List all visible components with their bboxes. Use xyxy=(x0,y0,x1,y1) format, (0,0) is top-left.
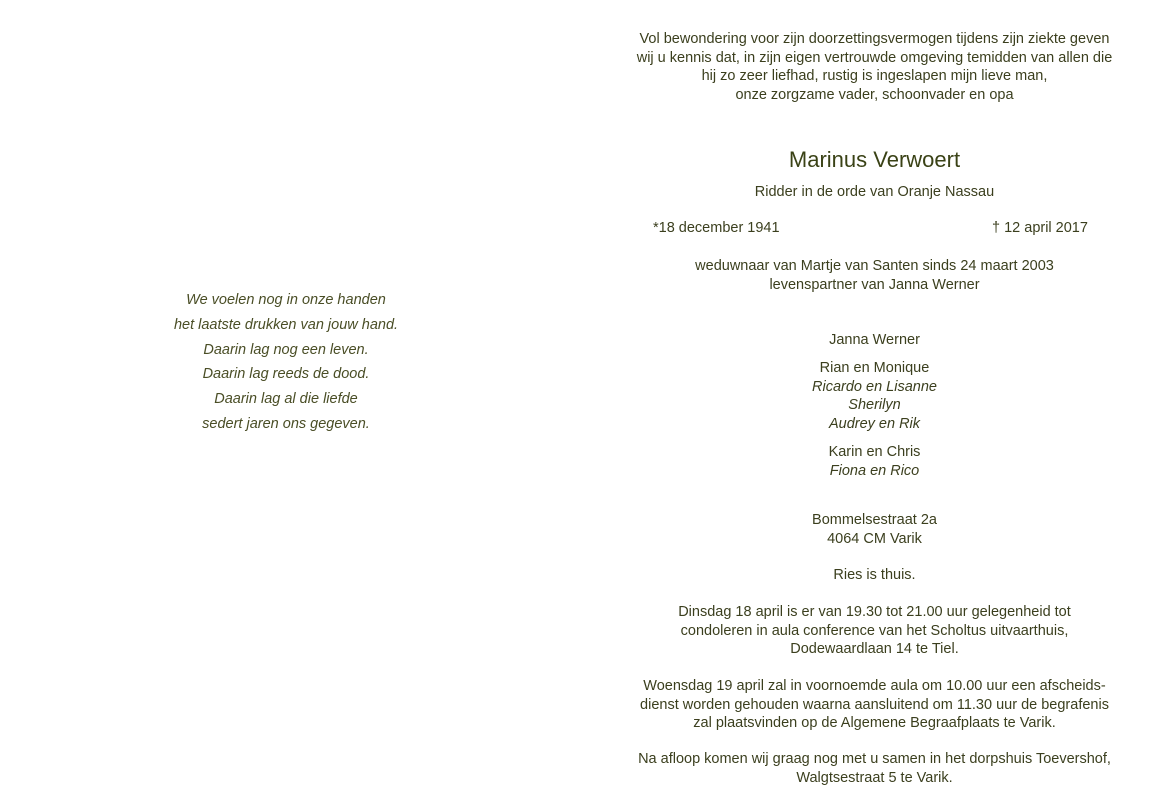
intro-text xyxy=(611,30,1138,104)
left-page xyxy=(0,0,586,811)
service-line: Woensdag 19 april zal in voornoemde aula om 10.00 uur een afscheids- xyxy=(643,678,1106,694)
spouse-line: levenspartner van Janna Werner xyxy=(769,276,980,293)
poem xyxy=(60,288,512,437)
poem-line: Daarin lag al die liefde xyxy=(214,391,358,408)
family-group xyxy=(611,359,1138,433)
family-child: Fiona en Rico xyxy=(829,462,920,479)
condolence-info xyxy=(611,603,1138,659)
address-line: Bommelsestraat 2a xyxy=(812,512,937,528)
spouse-info xyxy=(611,257,1138,294)
condolence-line: Dodewaardlaan 14 te Tiel. xyxy=(790,641,959,657)
intro-line: wij u kennis dat, in zijn eigen vertrouwde omgeving temidden van allen die xyxy=(636,49,1113,66)
intro-line: hij zo zeer liefhad, rustig is ingeslapen mijn lieve man, xyxy=(701,68,1048,84)
address xyxy=(611,511,1138,548)
service-line: zal plaatsvinden op de Algemene Begraafplaats te Varik. xyxy=(693,715,1056,731)
poem-line: het laatste drukken van jouw hand. xyxy=(173,316,399,333)
family-group xyxy=(611,443,1138,480)
address-line: 4064 CM Varik xyxy=(827,530,922,547)
right-page xyxy=(586,0,1173,811)
poem-line: We voelen nog in onze handen xyxy=(186,292,386,308)
partner-name: Janna Werner xyxy=(829,332,920,348)
condolence-line: Dinsdag 18 april is er van 19.30 tot 21.00 uur gelegenheid tot xyxy=(678,604,1071,620)
family-partner xyxy=(611,331,1138,350)
birth-date: *18 december 1941 xyxy=(653,220,780,236)
condolence-line: condoleren in aula conference van het Scholtus uitvaarthuis, xyxy=(680,622,1069,639)
family-child: Ricardo en Lisanne xyxy=(812,378,937,395)
deceased-name: Marinus Verwoert xyxy=(788,147,961,172)
death-date: † 12 april 2017 xyxy=(992,220,1088,236)
family-parents: Rian en Monique xyxy=(819,360,930,376)
poem-line: Daarin lag reeds de dood. xyxy=(202,366,370,383)
service-info xyxy=(611,677,1138,733)
after-line: Walgtsestraat 5 te Varik. xyxy=(796,769,953,786)
intro-line: Vol bewondering voor zijn doorzettingsvermogen tijdens zijn ziekte geven xyxy=(639,31,1110,47)
after-line: Na afloop komen wij graag nog met u samen in het dorpshuis Toevershof, xyxy=(638,751,1111,767)
service-line: dienst worden gehouden waarna aansluitend om 11.30 uur de begrafenis xyxy=(640,696,1109,713)
poem-line: Daarin lag nog een leven. xyxy=(203,341,369,358)
family-child: Sherilyn xyxy=(848,397,901,413)
poem-line: sedert jaren ons gegeven. xyxy=(202,415,370,432)
family-parents: Karin en Chris xyxy=(828,444,921,460)
intro-line: onze zorgzame vader, schoonvader en opa xyxy=(735,86,1014,103)
honor-title: Ridder in de orde van Oranje Nassau xyxy=(754,184,995,200)
home-note: Ries is thuis. xyxy=(833,567,916,583)
after-info xyxy=(611,750,1138,787)
spouse-line: weduwnaar van Martje van Santen sinds 24 maart 2003 xyxy=(695,258,1054,274)
family-child: Audrey en Rik xyxy=(828,415,921,432)
